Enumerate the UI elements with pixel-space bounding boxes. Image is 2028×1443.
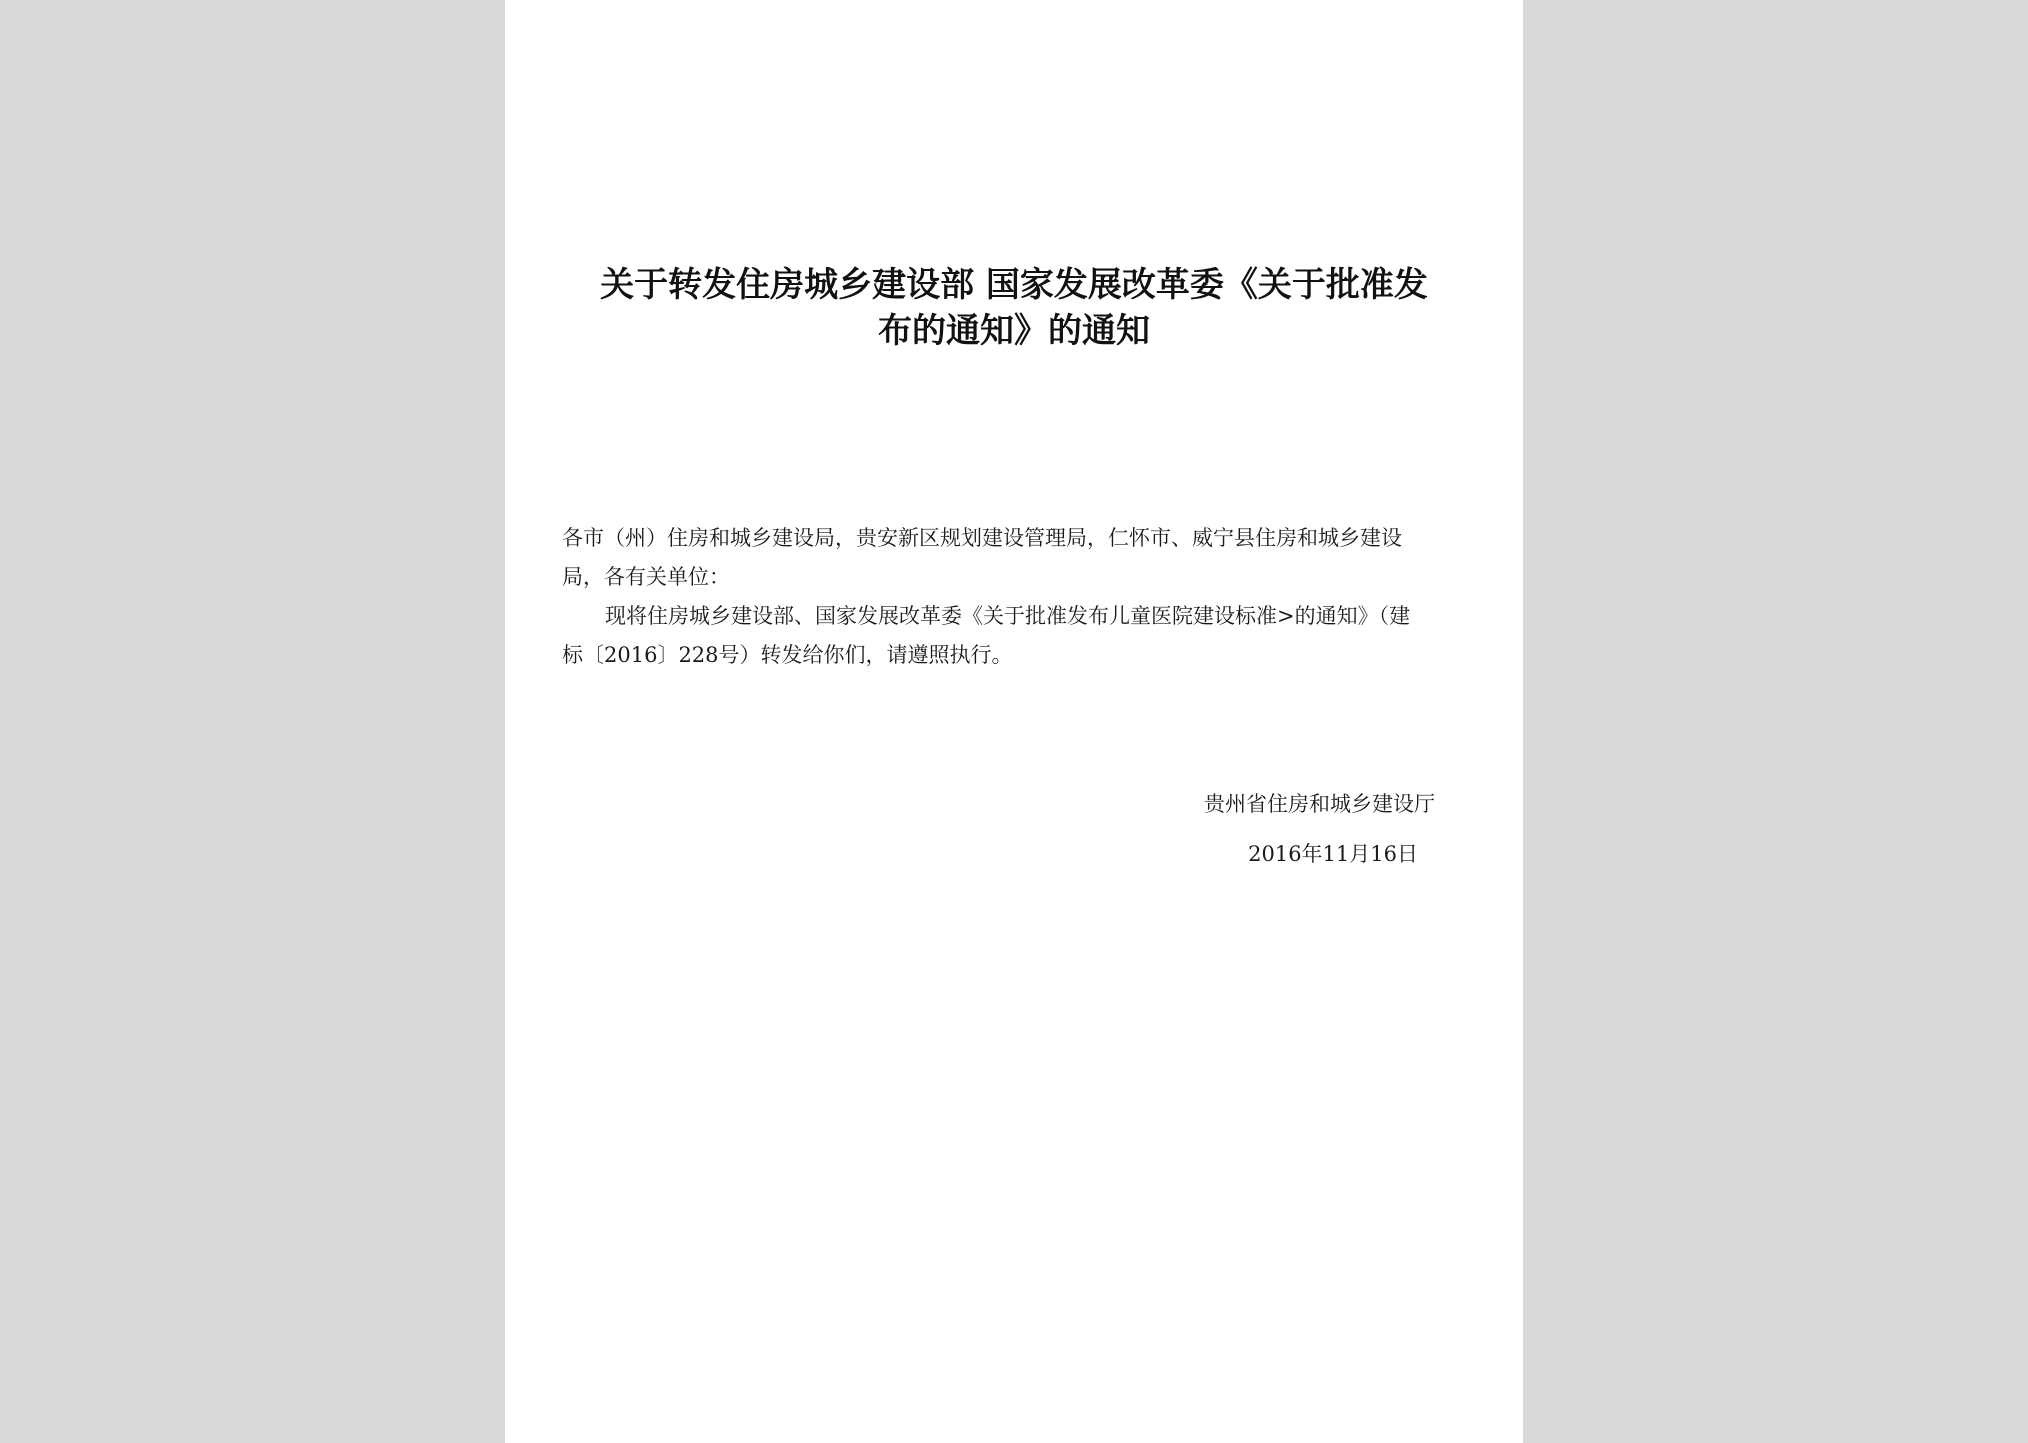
issue-date: 2016年11月16日 — [1248, 842, 1418, 866]
title-line-1: 关于转发住房城乡建设部 国家发展改革委《关于批准发 — [600, 265, 1428, 305]
document-page — [505, 0, 1523, 1443]
issuer-signature: 贵州省住房和城乡建设厅 — [1204, 792, 1435, 816]
body-line-2: 标〔2016〕228号）转发给你们，请遵照执行。 — [562, 643, 1013, 667]
addressee-line-2: 局，各有关单位： — [562, 565, 730, 589]
document-title — [545, 262, 1483, 354]
body-line-1: 现将住房城乡建设部、国家发展改革委《关于批准发布儿童医院建设标准>的通知》（建 — [605, 604, 1411, 628]
title-line-2: 布的通知》的通知 — [878, 311, 1150, 351]
addressee-line-1: 各市（州）住房和城乡建设局，贵安新区规划建设管理局，仁怀市、威宁县住房和城乡建设 — [562, 526, 1402, 550]
